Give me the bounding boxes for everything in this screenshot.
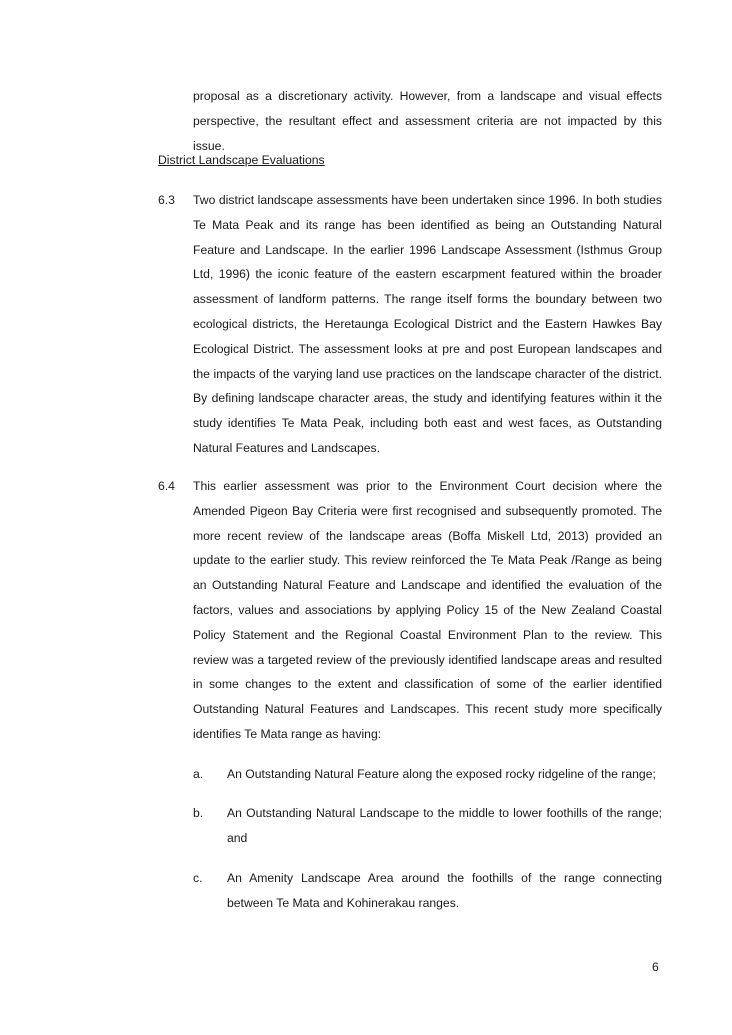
paragraph-text: Two district landscape assessments have been undertaken since 1996. In both studies Te Mata Peak and its range has been identified as being an Outstanding Natural Feature and Landscape. In the earlier 1996 Landscape Assessment (Isthmus Group Ltd, 1996) the iconic feature of the eastern escarpment featured within the broader assessment of landform patterns. The range itself forms the boundary between two ecological districts, the Heretaunga Ecological District and the Eastern Hawkes Bay Ecological District. The assessment looks at pre and post European landscapes and the impacts of the varying land use practices on the landscape character of the district. By defining landscape character areas, the study and identifying features within it the study identifies Te Mata Peak, including both east and west faces, as Outstanding Natural Features and Landscapes. (193, 193, 662, 455)
page-number: 6 (652, 960, 659, 974)
list-item-letter: c. (193, 871, 203, 885)
paragraph-text: This earlier assessment was prior to the Environment Court decision where the Amended Pigeon Bay Criteria were first recognised and subsequently promoted. The more recent review of the landscape areas (Boffa Miskell Ltd, 2013) provided an update to the earlier study. This review reinforced the Te Mata Peak /Range as being an Outstanding Natural Feature and Landscape and identified the evaluation of the factors, values and associations by applying Policy 15 of the New Zealand Coastal Policy Statement and the Regional Coastal Environment Plan to the review. This review was a targeted review of the previously identified landscape areas and resulted in some changes to the extent and classification of some of the earlier identified Outstanding Natural Features and Landscapes. This recent study more specifically identifies Te Mata range as having: (193, 479, 662, 741)
list-item-letter: b. (193, 806, 204, 820)
list-item-text: An Amenity Landscape Area around the foothills of the range connecting between Te Mata and Kohinerakau ranges. (227, 871, 662, 910)
section-heading: District Landscape Evaluations (158, 153, 325, 167)
paragraph-number: 6.3 (158, 193, 175, 207)
paragraph-number: 6.4 (158, 479, 175, 493)
list-item-text: An Outstanding Natural Landscape to the middle to lower foothills of the range; and (227, 806, 662, 845)
list-item-text: An Outstanding Natural Feature along the exposed rocky ridgeline of the range; (227, 767, 656, 781)
continuation-paragraph: proposal as a discretionary activity. However, from a landscape and visual effects perspective, the resultant effect and assessment criteria are not impacted by this issue. (193, 89, 662, 153)
list-item-letter: a. (193, 767, 204, 781)
